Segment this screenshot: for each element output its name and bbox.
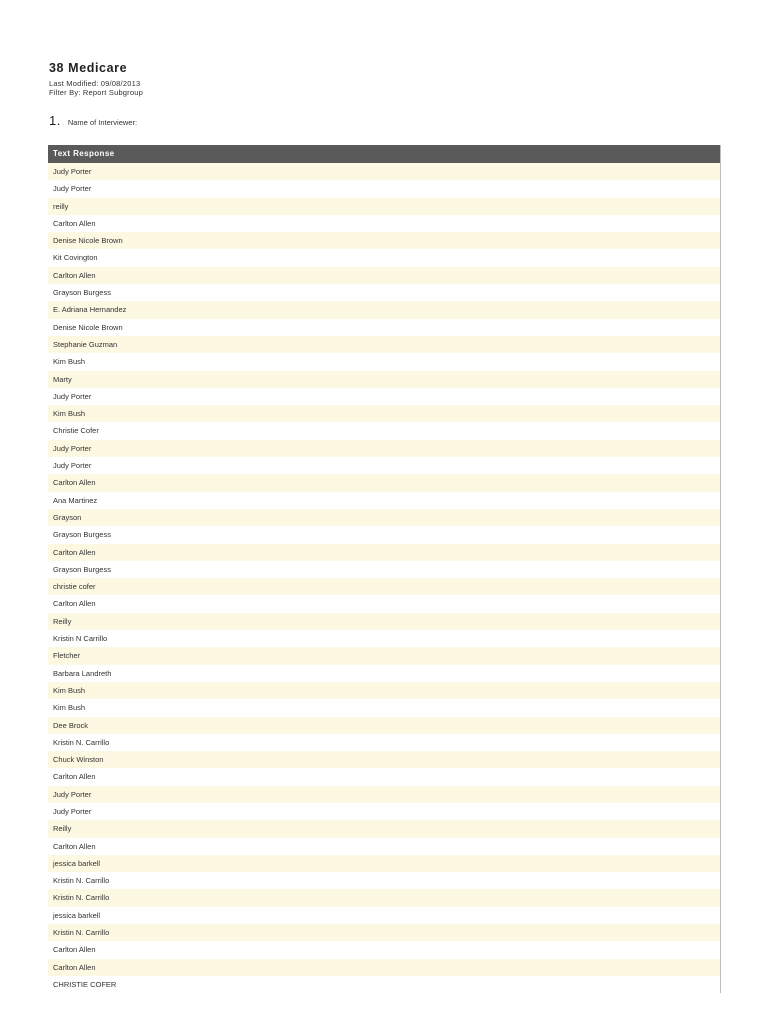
table-row: Carlton Allen [48, 959, 720, 976]
table-header: Text Response [48, 145, 720, 163]
table-row: Ana Martinez [48, 492, 720, 509]
table-row: Carlton Allen [48, 267, 720, 284]
table-row: jessica barkell [48, 907, 720, 924]
table-row: Grayson Burgess [48, 526, 720, 543]
table-row: Kristin N. Carrillo [48, 889, 720, 906]
table-row: Denise Nicole Brown [48, 319, 720, 336]
table-row: Grayson [48, 509, 720, 526]
table-row: Carlton Allen [48, 838, 720, 855]
table-row: Kim Bush [48, 699, 720, 716]
table-row: Grayson Burgess [48, 561, 720, 578]
table-row: Denise Nicole Brown [48, 232, 720, 249]
table-row: Judy Porter [48, 163, 720, 180]
table-row: Kit Covington [48, 249, 720, 266]
report-header [49, 61, 143, 97]
table-row: jessica barkell [48, 855, 720, 872]
table-row: Carlton Allen [48, 595, 720, 612]
table-row: Kristin N Carrillo [48, 630, 720, 647]
report-title: 38 Medicare [49, 61, 128, 75]
table-row: Kim Bush [48, 353, 720, 370]
question [49, 113, 137, 128]
table-row: Kim Bush [48, 682, 720, 699]
table-row: Carlton Allen [48, 215, 720, 232]
table-rows [48, 163, 720, 993]
table-row: Marty [48, 371, 720, 388]
table-row: Carlton Allen [48, 941, 720, 958]
last-modified: Last Modified: 09/08/2013 [49, 79, 141, 88]
table-row: reilly [48, 198, 720, 215]
table-row: Kim Bush [48, 405, 720, 422]
table-row: Christie Cofer [48, 422, 720, 439]
table-row: Judy Porter [48, 457, 720, 474]
table-row: Reilly [48, 613, 720, 630]
table-row: Fletcher [48, 647, 720, 664]
table-row: Judy Porter [48, 440, 720, 457]
table-row: Stephanie Guzman [48, 336, 720, 353]
table-row: Judy Porter [48, 180, 720, 197]
table-row: Dee Brock [48, 717, 720, 734]
table-row: Barbara Landreth [48, 665, 720, 682]
table-row: Judy Porter [48, 786, 720, 803]
table-row: Kristin N. Carrillo [48, 734, 720, 751]
question-number: 1. [49, 113, 61, 128]
table-row: CHRISTIE COFER [48, 976, 720, 993]
table-row: Grayson Burgess [48, 284, 720, 301]
table-row: Carlton Allen [48, 768, 720, 785]
filter-by: Filter By: Report Subgroup [49, 88, 143, 97]
table-row: Judy Porter [48, 388, 720, 405]
table-row: Carlton Allen [48, 474, 720, 491]
table-row: E. Adriana Hernandez [48, 301, 720, 318]
table-row: Kristin N. Carrillo [48, 872, 720, 889]
response-table [48, 145, 721, 993]
table-row: Reilly [48, 820, 720, 837]
table-row: Chuck Winston [48, 751, 720, 768]
table-row: christie cofer [48, 578, 720, 595]
table-row: Judy Porter [48, 803, 720, 820]
table-row: Kristin N. Carrillo [48, 924, 720, 941]
question-text: Name of Interviewer: [67, 118, 138, 127]
table-row: Carlton Allen [48, 544, 720, 561]
